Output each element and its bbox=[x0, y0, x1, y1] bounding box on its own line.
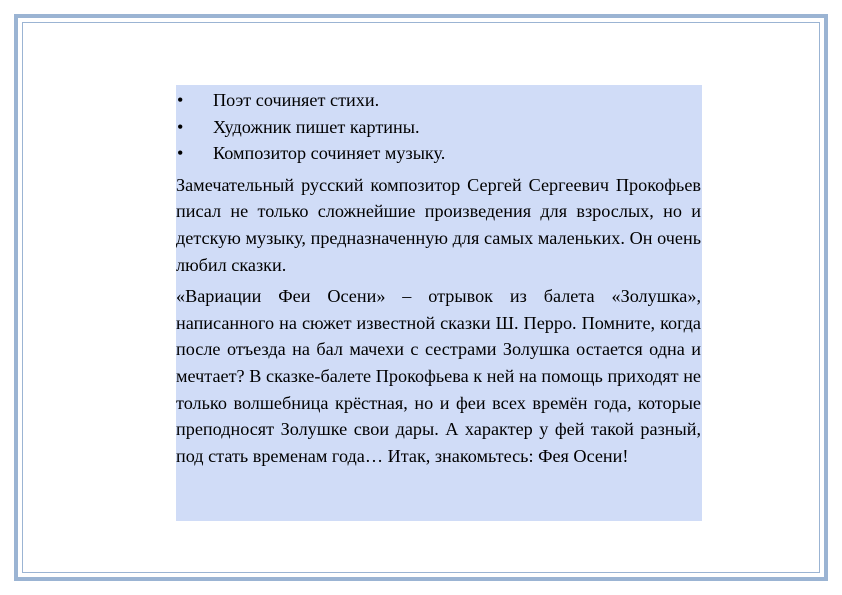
bullet-icon: • bbox=[177, 116, 184, 137]
list-item bbox=[176, 114, 702, 141]
list-item-text: Художник пишет картины. bbox=[213, 116, 420, 137]
bullet-icon: • bbox=[177, 143, 184, 164]
bullet-icon: • bbox=[177, 90, 184, 110]
slide-text-box bbox=[176, 85, 702, 521]
list-item bbox=[176, 140, 702, 167]
list-item-text: Поэт сочиняет стихи. bbox=[213, 90, 380, 110]
list-item-text: Композитор сочиняет музыку. bbox=[213, 143, 446, 164]
list-item bbox=[176, 87, 702, 114]
paragraph-variations: «Вариации Феи Осени» – отрывок из балета «Золушка», написанного на сюжет известной сказки Ш. Перро. Помните, когда после отъезда на бал мачехи с сестрами Золушка остается одна и мечтает? В сказке-балете Прокофьева к ней на помощь приходят не только волшебница крёстная, но и феи всех времён года, которые преподносят Золушке свои дары. А характер у фей такой разный, под стать временам года… Итак, знакомьтесь: Фея Осени! bbox=[176, 286, 701, 466]
paragraph-intro: Замечательный русский композитор Сергей Сергеевич Прокофьев писал не только сложнейшие произведения для взрослых, но и детскую музыку, предназначенную для самых маленьких. Он очень любил сказки. bbox=[176, 174, 701, 275]
bullet-list bbox=[176, 87, 702, 167]
